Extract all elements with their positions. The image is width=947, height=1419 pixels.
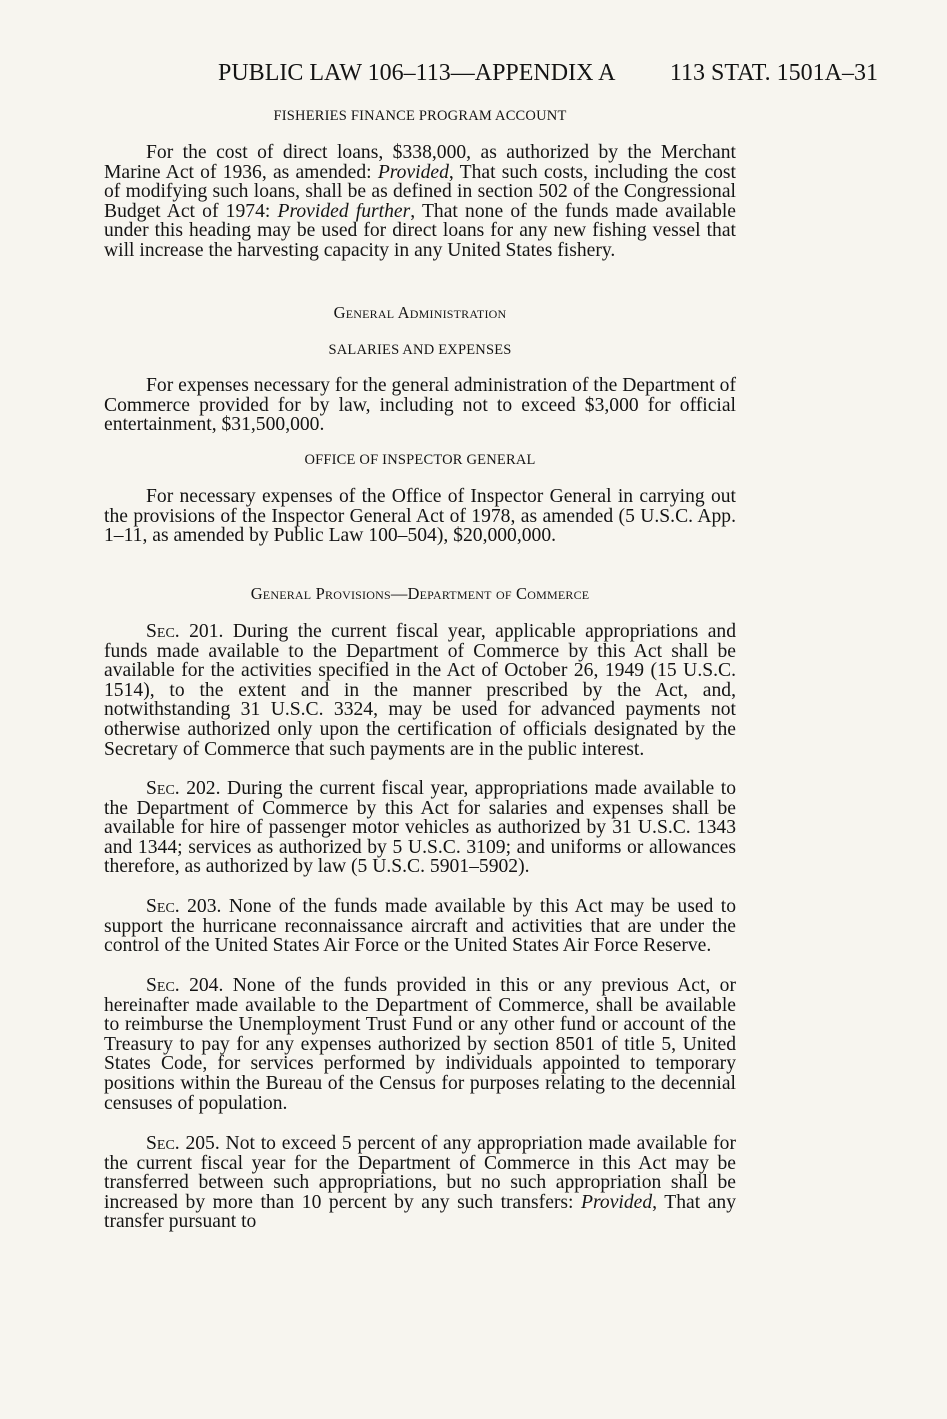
sec-205-label: Sec. 205. [146, 1133, 220, 1154]
sec-205-text: Not to exceed 5 percent of any appropriation made available for the current fiscal year for the Department of Commerce in this Act may be transferred between such appropriations, but no such appropriation shall be increased by more than 10 percent by any such transfers: [104, 1133, 736, 1213]
paragraph-fisheries [104, 143, 736, 261]
general-admin-text: For expenses necessary for the general administration of the Department of Commerce provided for by law, including not to exceed $3,000 for official entertainment, $31,500,000. [104, 375, 736, 436]
paragraph-general-administration [104, 376, 736, 435]
paragraph-inspector-general [104, 487, 736, 546]
sec-201-text: During the current fiscal year, applicable appropriations and funds made available to the Department of Commerce by this Act shall be available for the activities specified in the Act of October 26, 1949 (15 U.S.C. 1514), to the extent and in the manner prescribed by the Act, and, notwithstanding 31 U.S.C. 3324, may be used for advanced payments not otherwise authorized only upon the certification of officials designated by the Secretary of Commerce that such payments are in the public interest. [104, 621, 736, 760]
running-head-title: PUBLIC LAW 106–113—APPENDIX A [218, 60, 616, 86]
sec-205-text-b: , That any transfer pursuant to [104, 1191, 736, 1233]
sec-201-label: Sec. 201. [146, 621, 224, 642]
heading-general-provisions: General Provisions—Department of Commerce [250, 584, 590, 603]
oig-text: For necessary expenses of the Office of Inspector General in carrying out the provisions of the Inspector General Act of 1978, as amended (5 U.S.C. App. 1–11, as amended by Public Law 100–504), $20,000,000. [104, 486, 736, 547]
section-205 [104, 1134, 736, 1232]
heading-salaries-expenses: SALARIES AND EXPENSES [328, 342, 512, 358]
section-201 [104, 622, 736, 759]
fisheries-text-b: , That such costs, including the cost of modifying such loans, shall be as defined in section 502 of the Congressional Budget Act of 1974: [104, 161, 737, 222]
fisheries-provided-further: Provided further [277, 200, 411, 222]
running-head [218, 58, 878, 88]
fisheries-text-c: , That none of the funds made available under this heading may be used for direct loans for any new fishing vessel that will increase the harvesting capacity in any United States fishery. [104, 200, 737, 261]
sec-205-provided: Provided [581, 1191, 653, 1213]
heading-fisheries-finance: FISHERIES FINANCE PROGRAM ACCOUNT [273, 108, 567, 124]
heading-general-administration: General Administration [333, 303, 507, 322]
fisheries-provided: Provided [377, 161, 449, 183]
heading-inspector-general: OFFICE OF INSPECTOR GENERAL [304, 452, 536, 468]
sec-203-text: None of the funds made available by this Act may be used to support the hurricane reconnaissance aircraft and activities that are under the control of the United States Air Force or the United States Air Force Reserve. [104, 896, 737, 957]
sec-202-text: During the current fiscal year, appropriations made available to the Department of Commerce by this Act for salaries and expenses shall be available for hire of passenger motor vehicles as authorized by 31 U.S.C. 1343 and 1344; services as authorized by 5 U.S.C. 3109; and uniforms or allowances therefore, as authorized by law (5 U.S.C. 5901–5902). [104, 778, 737, 878]
sec-204-label: Sec. 204. [146, 975, 224, 996]
statute-page-number: 113 STAT. 1501A–31 [669, 60, 878, 86]
sec-204-text: None of the funds provided in this or any previous Act, or hereinafter made available to the Department of Commerce, shall be available to reimburse the Unemployment Trust Fund or any other fund or account of the Treasury to pay for any expenses authorized by section 8501 of title 5, United States Code, for services performed by individuals appointed to temporary positions within the Bureau of the Census for purposes relating to the decennial censuses of population. [104, 975, 736, 1114]
sec-203-label: Sec. 203. [146, 896, 222, 917]
fisheries-text-a: For the cost of direct loans, $338,000, as authorized by the Merchant Marine Act of 1936, as amended: [104, 142, 736, 183]
section-203 [104, 897, 736, 956]
sec-202-label: Sec. 202. [146, 778, 221, 799]
section-202 [104, 779, 736, 877]
section-204 [104, 976, 736, 1113]
